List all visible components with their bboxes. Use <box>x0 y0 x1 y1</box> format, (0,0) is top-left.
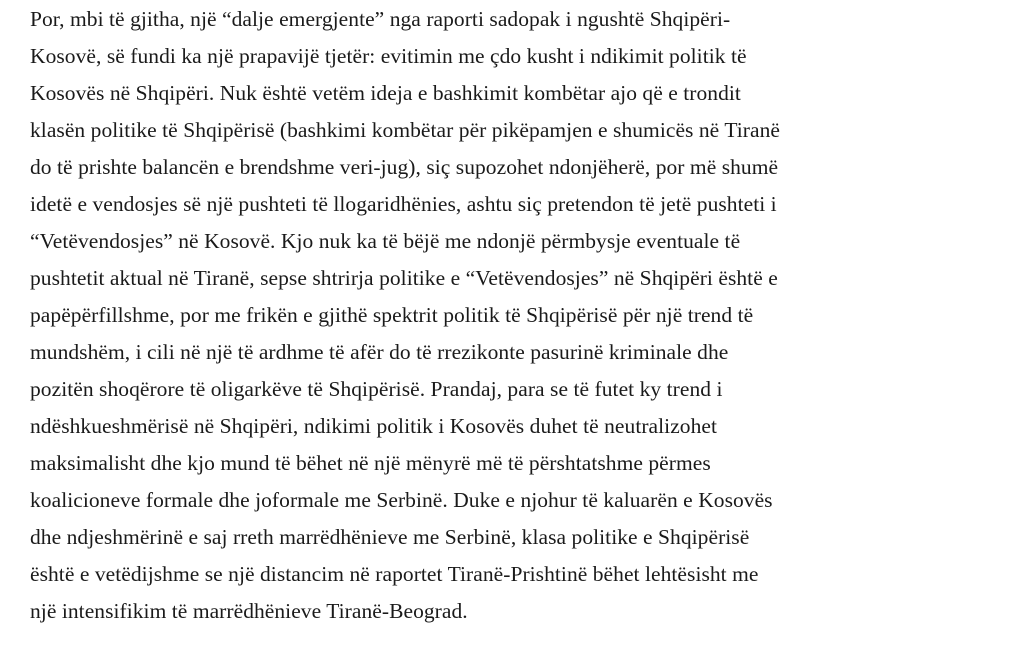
text-line-12: ndëshkueshmërisë në Shqipëri, ndikimi politik i Kosovës duhet të neutralizohet <box>30 414 717 438</box>
text-line-13: maksimalisht dhe kjo mund të bëhet në një mënyrë më të përshtatshme përmes <box>30 451 711 475</box>
text-line-5: do të prishte balancën e brendshme veri-jug), siç supozohet ndonjëherë, por më shumë <box>30 155 779 179</box>
text-line-14: koalicioneve formale dhe joformale me Serbinë. Duke e njohur të kaluarën e Kosovës <box>30 488 773 512</box>
text-line-8: pushtetit aktual në Tiranë, sepse shtrirja politike e “Vetëvendosjes” në Shqipëri është e <box>30 266 778 290</box>
text-line-15: dhe ndjeshmërinë e saj rreth marrëdhënieve me Serbinë, klasa politike e Shqipërisë <box>30 525 750 549</box>
text-line-1: Por, mbi të gjitha, një “dalje emergjente” nga raporti sadopak i ngushtë Shqipëri- <box>30 7 731 31</box>
text-line-10: mundshëm, i cili në një të ardhme të afër do të rrezikonte pasurinë kriminale dhe <box>30 340 729 364</box>
text-line-11: pozitën shoqërore të oligarkëve të Shqipërisë. Prandaj, para se të futet ky trend i <box>30 377 723 401</box>
text-line-9: papëpërfillshme, por me frikën e gjithë spektrit politik të Shqipërisë për një trend të <box>30 303 754 327</box>
text-line-2: Kosovë, së fundi ka një prapavijë tjetër: evitimin me çdo kusht i ndikimit politik të <box>30 44 747 68</box>
text-line-6: idetë e vendosjes së një pushteti të llogaridhënies, ashtu siç pretendon të jetë pushteti i <box>30 192 777 216</box>
text-line-3: Kosovës në Shqipëri. Nuk është vetëm ideja e bashkimit kombëtar ajo që e trondit <box>30 81 741 105</box>
text-line-17: një intensifikim të marrëdhënieve Tiranë-Beograd. <box>30 599 468 623</box>
text-line-4: klasën politike të Shqipërisë (bashkimi kombëtar për pikëpamjen e shumicës në Tiranë <box>30 118 780 142</box>
text-line-7: “Vetëvendosjes” në Kosovë. Kjo nuk ka të bëjë me ndonjë përmbysje eventuale të <box>30 229 741 253</box>
document-page <box>30 0 1020 656</box>
text-line-16: është e vetëdijshme se një distancim në raportet Tiranë-Prishtinë bëhet lehtësisht me <box>30 562 759 586</box>
